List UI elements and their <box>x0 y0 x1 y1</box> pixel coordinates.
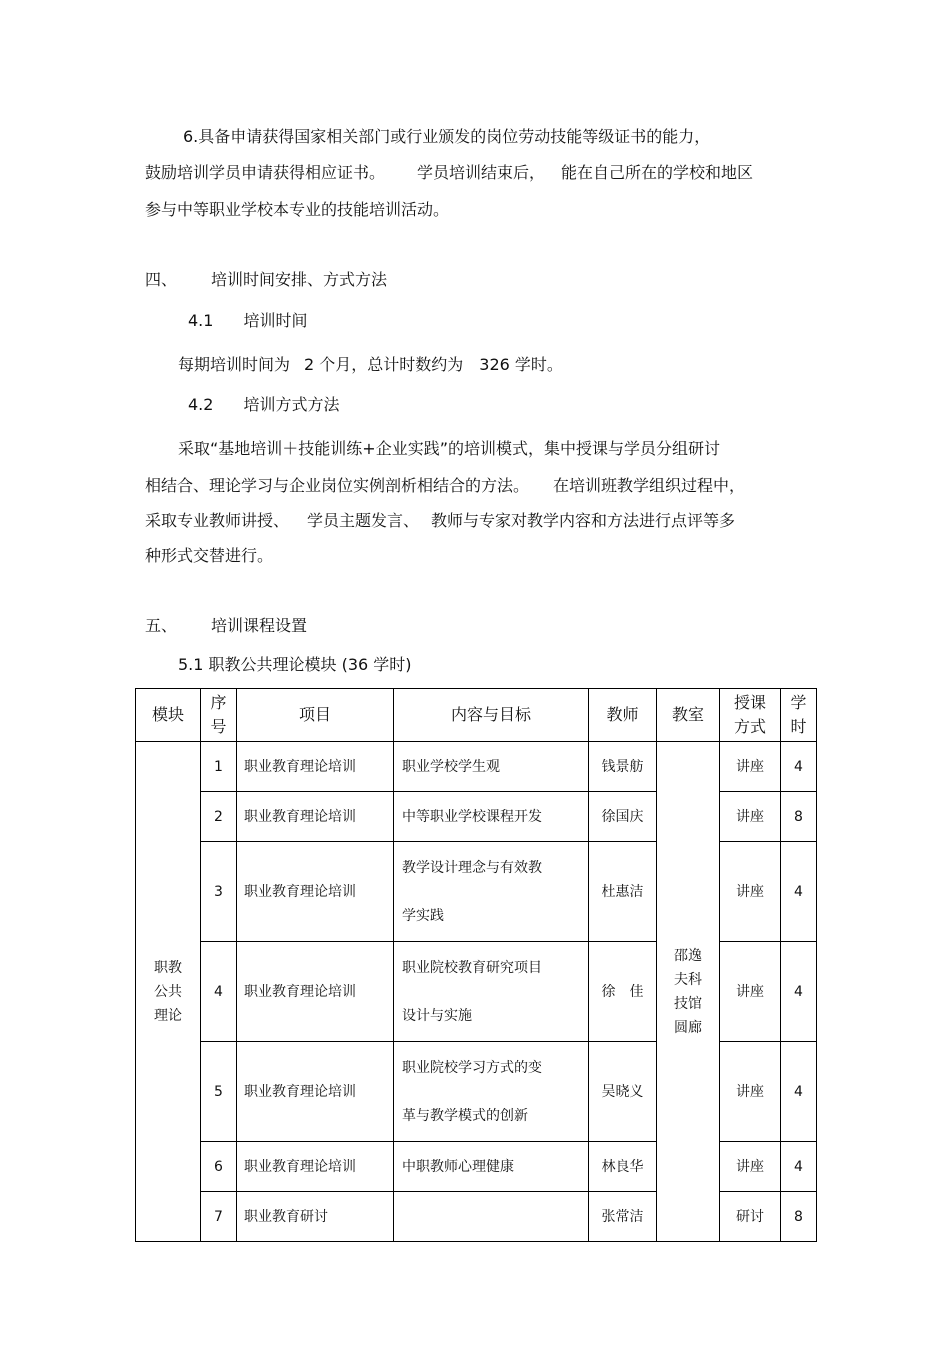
room-line: 技馆 <box>674 995 702 1012</box>
text-segment: 学员主题发言、 <box>307 511 420 530</box>
teacher-cell: 徐 佳 <box>589 942 657 1042</box>
item-cell: 职业教育理论培训 <box>237 842 394 942</box>
subsection-number: 4.2 <box>188 395 214 414</box>
subsection-number: 4.1 <box>188 311 214 330</box>
method-cell: 讲座 <box>720 842 781 942</box>
hours-cell: 8 <box>781 792 817 842</box>
teacher-cell: 林良华 <box>589 1142 657 1192</box>
section-number: 五、 <box>145 616 178 635</box>
teacher-cell: 杜惠洁 <box>589 842 657 942</box>
module-line: 公共 <box>154 983 182 1000</box>
subsection-title: 培训方式方法 <box>243 395 340 414</box>
item-cell: 职业教育理论培训 <box>237 1042 394 1142</box>
item-cell: 职业教育理论培训 <box>237 942 394 1042</box>
room-line: 夫科 <box>674 971 702 988</box>
method-cell: 研讨 <box>720 1192 781 1242</box>
content-line: 职业学校学生观 <box>402 758 500 775</box>
content-line: 革与教学模式的创新 <box>402 1107 528 1124</box>
paragraph-6-line-1: 6.具备申请获得国家相关部门或行业颁发的岗位劳动技能等级证书的能力， <box>183 127 711 146</box>
header-seq-line: 号 <box>210 717 227 736</box>
header-seq-line: 序 <box>210 693 227 712</box>
paragraph-6-segment: 鼓励培训学员申请获得相应证书。 <box>145 163 386 182</box>
course-table <box>135 688 817 1242</box>
text-segment: 教师与专家对教学内容和方法进行点评等多 <box>431 511 736 530</box>
header-module: 模块 <box>136 689 201 742</box>
paragraph-6-segment: 学员培训结束后， <box>417 163 546 182</box>
content-cell <box>394 942 589 1042</box>
method-text-line-1: 采取“基地培训＋技能训练+企业实践”的培训模式，集中授课与学员分组研讨 <box>178 439 720 458</box>
hours-cell: 4 <box>781 1142 817 1192</box>
header-item: 项目 <box>237 689 394 742</box>
hours-cell: 4 <box>781 942 817 1042</box>
text-segment: 采取专业教师讲授、 <box>145 511 290 530</box>
section-5-heading <box>145 615 307 637</box>
content-cell <box>394 792 589 842</box>
module-line: 职教 <box>154 959 182 976</box>
method-cell: 讲座 <box>720 792 781 842</box>
text-segment: 每期培训时间为 <box>178 355 291 374</box>
content-line: 设计与实施 <box>402 1007 472 1024</box>
content-line: 职业院校学习方式的变 <box>402 1059 542 1076</box>
teacher-cell: 吴晓义 <box>589 1042 657 1142</box>
header-method <box>720 689 781 742</box>
paragraph-6-line-3: 参与中等职业学校本专业的技能培训活动。 <box>145 200 450 219</box>
hours-cell: 8 <box>781 1192 817 1242</box>
section-number: 四、 <box>145 270 178 289</box>
content-line: 教学设计理念与有效教 <box>402 859 542 876</box>
section-title: 培训时间安排、方式方法 <box>211 270 388 289</box>
content-cell <box>394 1042 589 1142</box>
content-line: 中职教师心理健康 <box>402 1158 514 1175</box>
table-header-row <box>136 689 817 742</box>
training-time-text <box>178 354 563 376</box>
item-cell: 职业教育理论培训 <box>237 792 394 842</box>
room-line: 圆廊 <box>674 1019 702 1036</box>
method-cell: 讲座 <box>720 1042 781 1142</box>
paragraph-6-line-2 <box>145 162 753 184</box>
header-hours-line: 学 <box>790 693 807 712</box>
hours-cell: 4 <box>781 842 817 942</box>
text-segment: 326 学时。 <box>479 355 563 374</box>
seq-cell: 7 <box>201 1192 237 1242</box>
method-text-line-2 <box>145 475 745 497</box>
content-cell <box>394 1142 589 1192</box>
subsection-4-2-heading <box>188 394 339 416</box>
header-content: 内容与目标 <box>394 689 589 742</box>
seq-cell: 3 <box>201 842 237 942</box>
method-text-line-4: 种形式交替进行。 <box>145 546 274 565</box>
hours-cell: 4 <box>781 742 817 792</box>
item-cell: 职业教育理论培训 <box>237 742 394 792</box>
paragraph-6-segment: 能在自己所在的学校和地区 <box>561 163 754 182</box>
item-cell: 职业教育研讨 <box>237 1192 394 1242</box>
method-cell: 讲座 <box>720 1142 781 1192</box>
header-hours-line: 时 <box>790 717 807 736</box>
content-cell <box>394 842 589 942</box>
seq-cell: 4 <box>201 942 237 1042</box>
room-cell <box>657 742 720 1242</box>
seq-cell: 2 <box>201 792 237 842</box>
text-segment: 相结合、理论学习与企业岗位实例剖析相结合的方法。 <box>145 476 530 495</box>
header-seq <box>201 689 237 742</box>
method-cell: 讲座 <box>720 742 781 792</box>
header-teacher: 教师 <box>589 689 657 742</box>
text-segment: 在培训班教学组织过程中， <box>553 476 746 495</box>
module-line: 理论 <box>154 1007 182 1024</box>
item-cell: 职业教育理论培训 <box>237 1142 394 1192</box>
header-method-line: 方式 <box>733 717 766 736</box>
content-line: 学实践 <box>402 907 444 924</box>
seq-cell: 6 <box>201 1142 237 1192</box>
method-cell: 讲座 <box>720 942 781 1042</box>
module-cell <box>136 742 201 1242</box>
table-row <box>136 742 817 792</box>
hours-cell: 4 <box>781 1042 817 1142</box>
content-cell <box>394 742 589 792</box>
teacher-cell: 张常洁 <box>589 1192 657 1242</box>
subsection-title: 培训时间 <box>243 311 308 330</box>
content-cell <box>394 1192 589 1242</box>
header-hours <box>781 689 817 742</box>
subsection-5-1-heading: 5.1 职教公共理论模块 (36 学时) <box>178 655 412 674</box>
teacher-cell: 徐国庆 <box>589 792 657 842</box>
content-line: 职业院校教育研究项目 <box>402 959 542 976</box>
header-room: 教室 <box>657 689 720 742</box>
text-segment: 2 个月，总计时数约为 <box>304 355 464 374</box>
header-method-line: 授课 <box>733 693 766 712</box>
seq-cell: 5 <box>201 1042 237 1142</box>
seq-cell: 1 <box>201 742 237 792</box>
subsection-4-1-heading <box>188 310 307 332</box>
room-line: 邵逸 <box>674 947 702 964</box>
section-4-heading <box>145 269 387 291</box>
teacher-cell: 钱景舫 <box>589 742 657 792</box>
method-text-line-3 <box>145 510 735 532</box>
section-title: 培训课程设置 <box>211 616 308 635</box>
content-line: 中等职业学校课程开发 <box>402 808 542 825</box>
